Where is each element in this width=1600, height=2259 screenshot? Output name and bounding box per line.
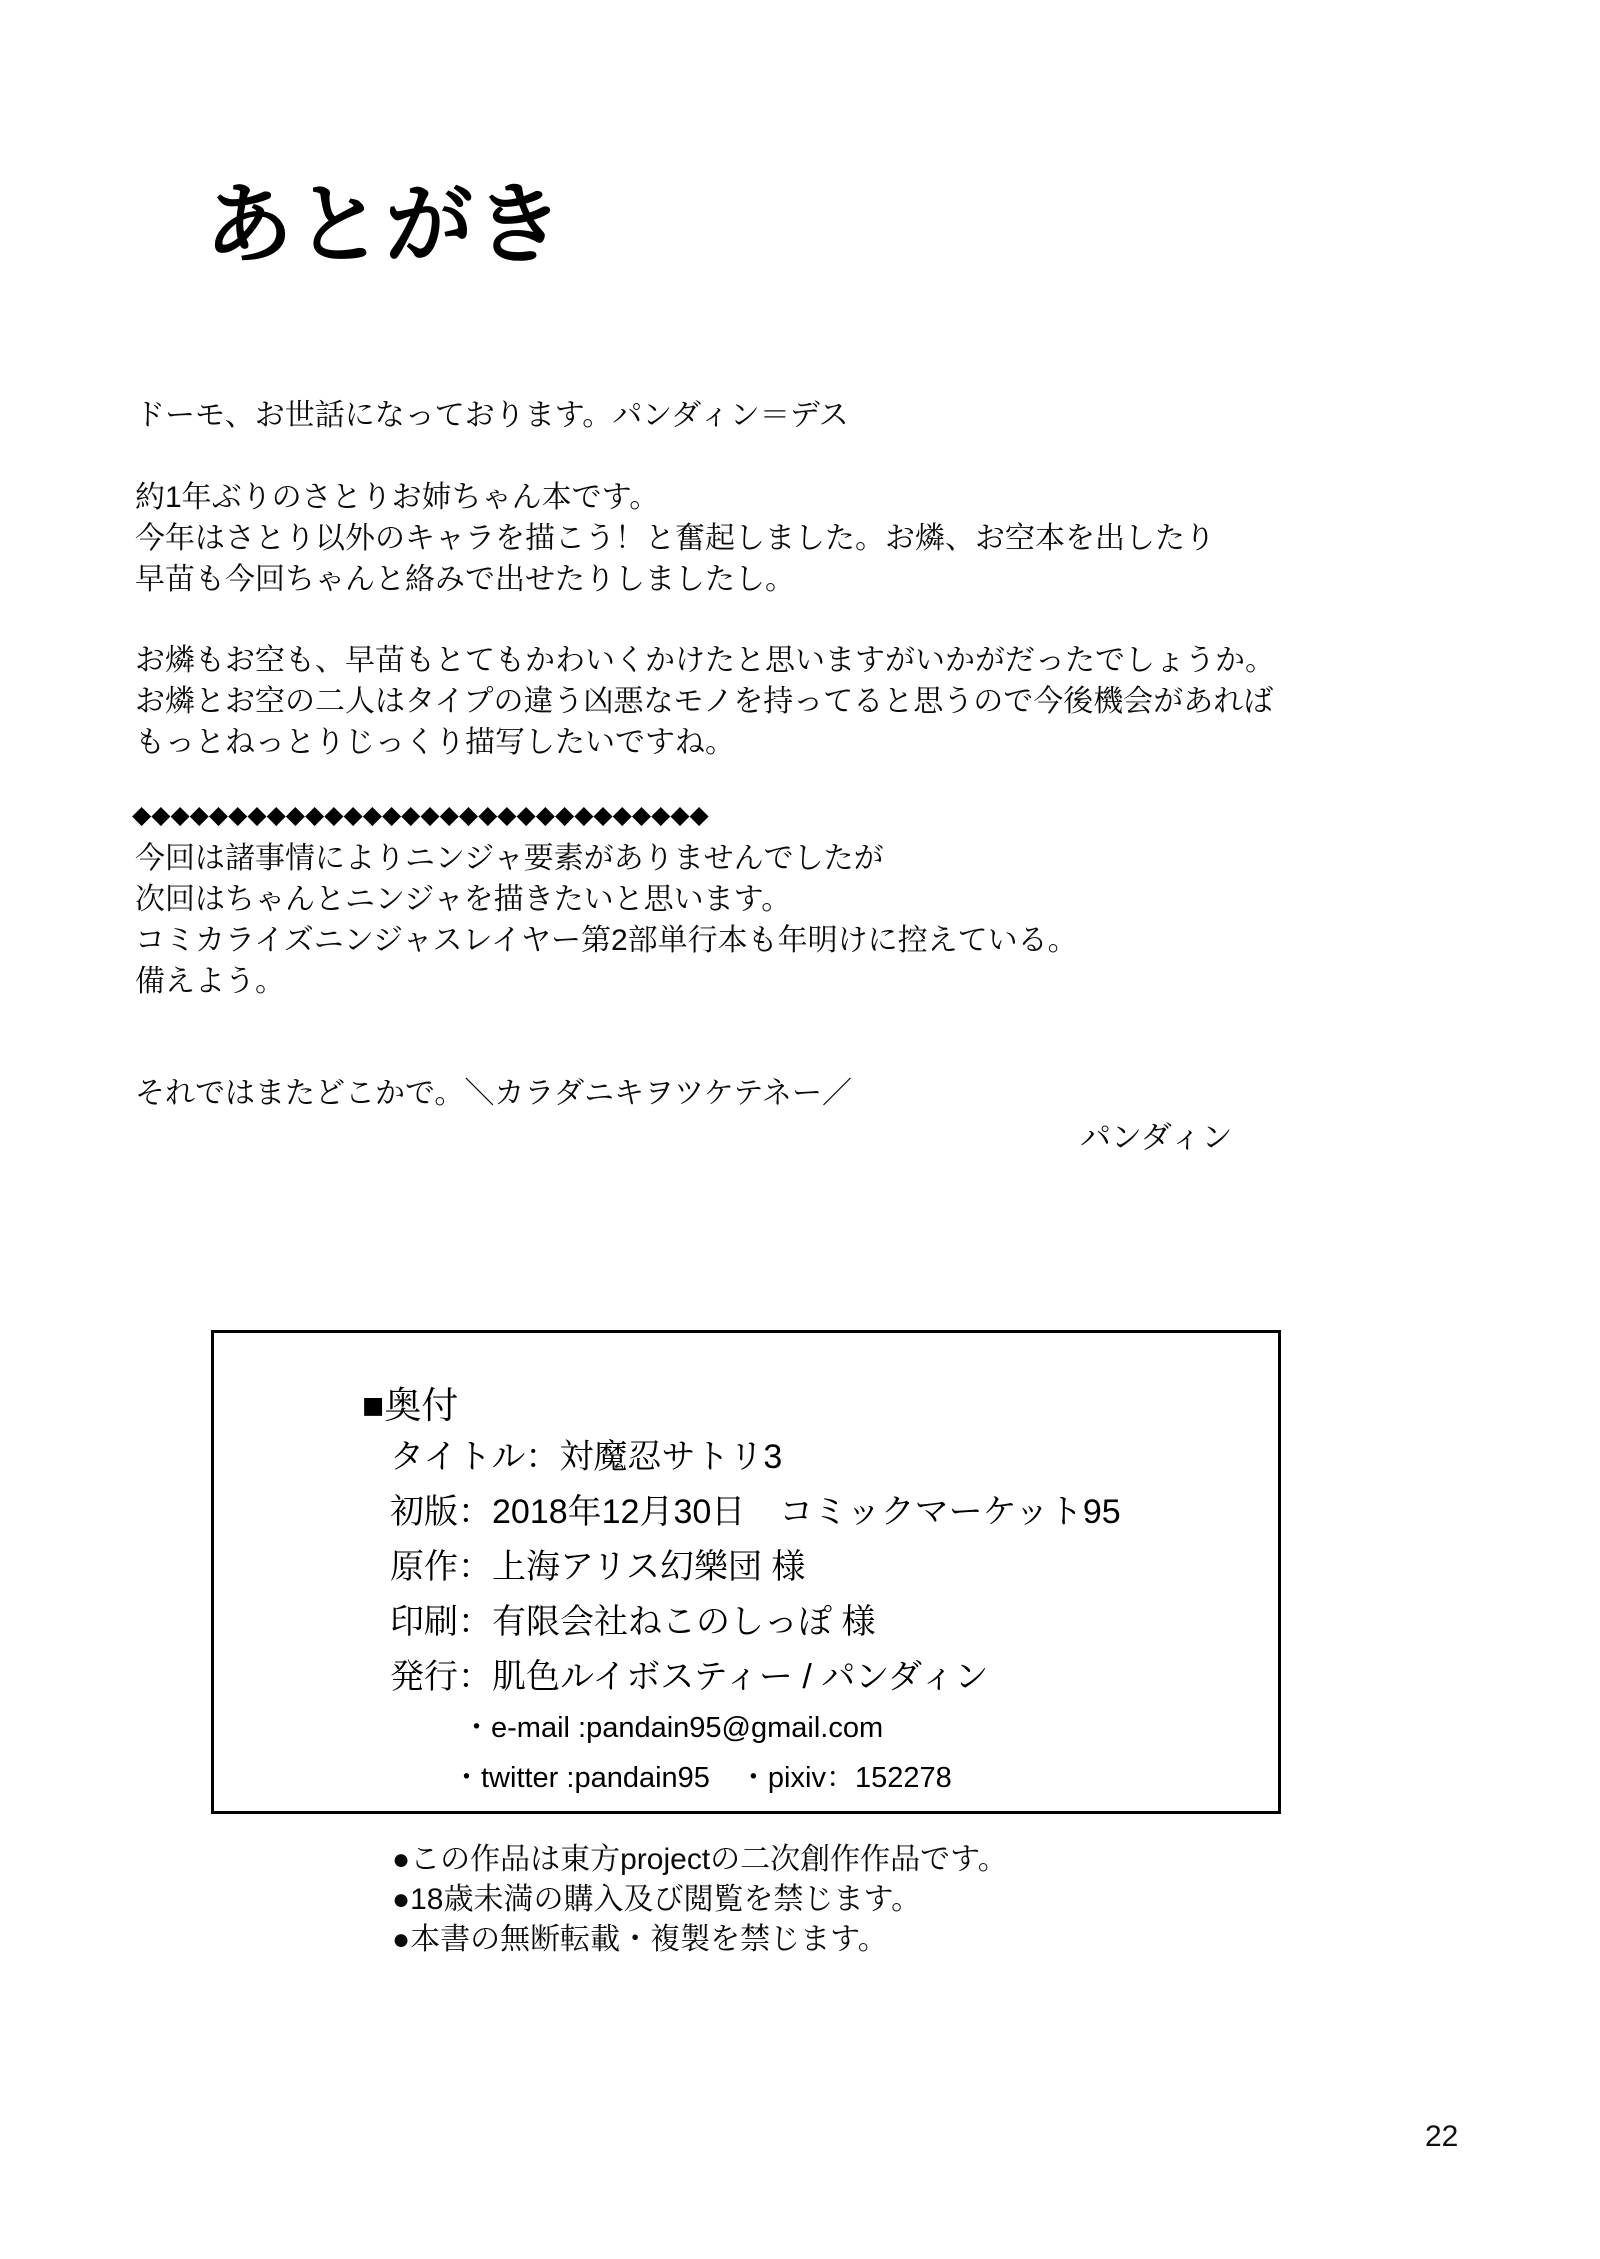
notices-list bbox=[392, 1840, 1008, 1960]
paragraph-line: お燐とお空の二人はタイプの違う凶悪なモノを持ってると思うので今後機会があれば bbox=[135, 685, 1274, 718]
afterword-paragraph-3 bbox=[135, 640, 1275, 763]
colophon-original-row: 原作：上海アリス幻樂団 様 bbox=[390, 1548, 806, 1586]
paragraph-line: もっとねっとりじっくり描写したいですね。 bbox=[135, 726, 735, 759]
colophon-email-row: ・e-mail :pandain95@gmail.com bbox=[462, 1712, 884, 1744]
paragraph-line: 早苗も今回ちゃんと絡みで出せたりしましたし。 bbox=[135, 563, 795, 596]
colophon-title-row: タイトル：対魔忍サトリ3 bbox=[390, 1438, 783, 1476]
paragraph-line: お燐もお空も、早苗もとてもかわいくかけたと思いますがいかがだったでしょうか。 bbox=[135, 644, 1275, 677]
notice-line: ●本書の無断転載・複製を禁じます。 bbox=[392, 1923, 888, 1956]
paragraph-line: 備えよう。 bbox=[135, 965, 285, 998]
author-signature: パンダィン bbox=[1080, 1120, 1233, 1155]
notice-line: ●18歳未満の購入及び閲覧を禁じます。 bbox=[392, 1883, 922, 1916]
colophon-social-row: ・twitter :pandain95 ・pixiv：152278 bbox=[452, 1762, 952, 1794]
colophon-heading: ■奥付 bbox=[362, 1385, 459, 1426]
colophon-edition-row: 初版：2018年12月30日 コミックマーケット95 bbox=[390, 1493, 1121, 1531]
page-number: 22 bbox=[1425, 2120, 1459, 2153]
closing-line: それではまたどこかで。＼カラダニキヲツケテネー／ bbox=[135, 1077, 852, 1110]
colophon-printing-row: 印刷：有限会社ねこのしっぽ 様 bbox=[390, 1603, 876, 1641]
paragraph-line: 次回はちゃんとニンジャを描きたいと思います。 bbox=[135, 883, 792, 916]
notice-line: ●この作品は東方projectの二次創作作品です。 bbox=[392, 1843, 1008, 1876]
colophon-box bbox=[211, 1330, 1281, 1814]
afterword-paragraph-2 bbox=[135, 477, 1215, 600]
paragraph-line: コミカライズニンジャスレイヤー第2部単行本も年明けに控えている。 bbox=[135, 924, 1078, 957]
greeting-line: ドーモ、お世話になっております。パンダィン＝デス bbox=[135, 399, 849, 432]
paragraph-line: 今回は諸事情によりニンジャ要素がありませんでしたが bbox=[135, 842, 884, 875]
colophon-publisher-row: 発行：肌色ルイボスティー / パンダィン bbox=[390, 1658, 989, 1696]
afterword-paragraph-4 bbox=[135, 838, 1078, 1002]
paragraph-line: 約1年ぶりのさとりお姉ちゃん本です。 bbox=[135, 481, 660, 514]
paragraph-line: 今年はさとり以外のキャラを描こう！と奮起しました。お燐、お空本を出したり bbox=[135, 522, 1215, 555]
page-title: あとがき bbox=[205, 172, 566, 276]
diamond-separator: ◆◆◆◆◆◆◆◆◆◆◆◆◆◆◆◆◆◆◆◆◆◆◆◆◆◆◆◆◆◆ bbox=[132, 801, 709, 829]
